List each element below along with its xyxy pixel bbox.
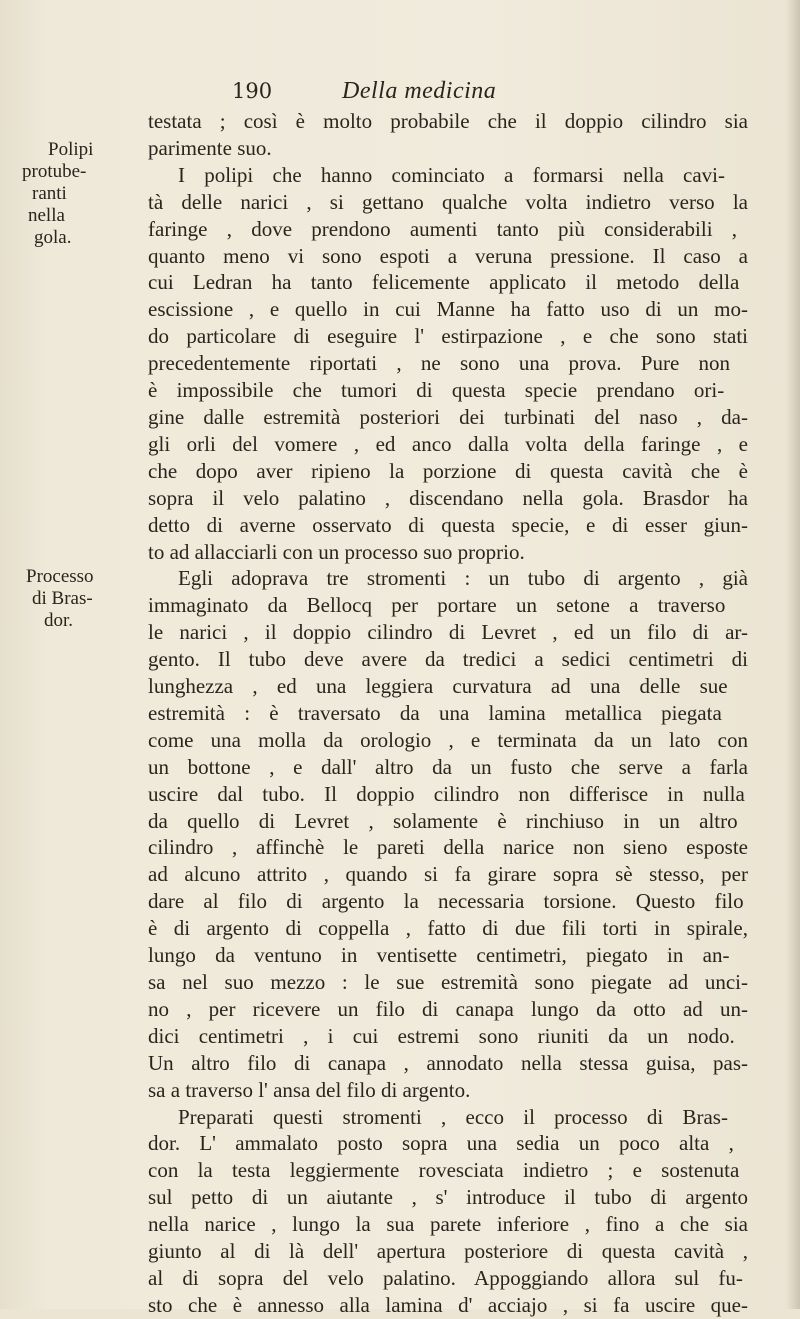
text-line: al di sopra del velo palatino. Appoggiando allora sul fu-	[148, 1265, 743, 1290]
text-line: è impossibile che tumori di questa specie prendano ori-	[148, 378, 725, 403]
text-line: le narici , il doppio cilindro di Levret , ed un filo di ar-	[148, 620, 748, 645]
text-line: ad alcuno attrito , quando si fa girare sopra sè stesso, per	[148, 862, 748, 887]
text-line: dare al filo di argento la necessaria torsione. Questo filo	[148, 889, 744, 914]
text-line: giunto al di là dell' apertura posteriore di questa cavità ,	[148, 1239, 748, 1264]
text-line: sa nel suo mezzo : le sue estremità sono piegate ad unci-	[148, 970, 748, 994]
text-line: sa a traverso l' ansa del filo di argento.	[148, 1077, 471, 1102]
margin-note-line: Processo	[26, 566, 94, 587]
text-line: escissione , e quello in cui Manne ha fatto uso di un mo-	[148, 297, 748, 322]
text-line: uscire dal tubo. Il doppio cilindro non differisce in nulla	[148, 781, 745, 806]
margin-note-line: di Bras-	[32, 588, 93, 609]
margin-note-processo	[22, 566, 134, 632]
margin-note-line: Polipi	[48, 139, 94, 160]
text-line: estremità : è traversato da una lamina metallica piegata	[148, 700, 722, 725]
text-line: gli orli del vomere , ed anco dalla volta della faringe , e	[148, 431, 748, 456]
text-line: Un altro filo di canapa , annodato nella stessa guisa, pas-	[148, 1050, 748, 1075]
text-line: dor. L' ammalato posto sopra una sedia un poco alta ,	[148, 1131, 734, 1156]
text-line: immaginato da Bellocq per portare un setone a traverso	[148, 593, 726, 618]
running-title: Della medicina	[342, 78, 497, 104]
text-line: lunghezza , ed una leggiera curvatura ad una delle sue	[148, 674, 728, 699]
text-line: è di argento di coppella , fatto di due fili torti in spirale,	[148, 916, 748, 941]
text-line: Preparati questi stromenti , ecco il processo di Bras-	[178, 1104, 728, 1129]
page-number: 190	[232, 79, 273, 103]
text-line: detto di averne osservato di questa specie, e di esser giun-	[148, 512, 748, 537]
text-line: che dopo aver ripieno la porzione di questa cavità che è	[148, 458, 748, 483]
text-line: sto che è annesso alla lamina d' acciajo , si fa uscire que-	[148, 1292, 748, 1317]
text-line: dici centimetri , i cui estremi sono riuniti da un nodo.	[148, 1023, 735, 1048]
text-line: lungo da ventuno in ventisette centimetri, piegato in an-	[148, 943, 730, 968]
text-line: nella narice , lungo la sua parete inferiore , fino a che sia	[148, 1212, 748, 1237]
text-line: cilindro , affinchè le pareti della narice non sieno esposte	[148, 835, 748, 860]
text-line: come una molla da orologio , e terminata da un lato con	[148, 727, 748, 752]
text-line: tà delle narici , si gettano qualche volta indietro verso la	[148, 189, 748, 214]
margin-note-line: gola.	[34, 227, 72, 248]
text-line: sopra il velo palatino , discendano nella gola. Brasdor ha	[148, 485, 748, 510]
body-text	[148, 108, 748, 1319]
text-line: un bottone , e dall' altro da un fusto che serve a farla	[148, 754, 748, 779]
page-edge-shadow	[786, 0, 800, 1309]
text-line: gento. Il tubo deve avere da tredici a sedici centimetri di	[148, 647, 748, 672]
text-line: faringe , dove prendono aumenti tanto più considerabili ,	[148, 216, 738, 241]
text-line: to ad allacciarli con un processo suo proprio.	[148, 539, 525, 564]
text-line: I polipi che hanno cominciato a formarsi nella cavi-	[178, 162, 726, 187]
text-line: gine dalle estremità posteriori dei turbinati del naso , da-	[148, 404, 748, 429]
text-line: parimente suo.	[148, 135, 272, 160]
margin-note-polipi	[22, 139, 134, 249]
text-line: con la testa leggiermente rovesciata indietro ; e sostenuta	[148, 1158, 740, 1183]
page-header	[232, 76, 740, 106]
margin-note-line: nella	[28, 205, 65, 226]
margin-note-line: dor.	[44, 610, 74, 631]
text-line: sul petto di un aiutante , s' introduce il tubo di argento	[148, 1185, 748, 1210]
margin-note-line: ranti	[32, 183, 67, 204]
text-line: testata ; così è molto probabile che il doppio cilindro sia	[148, 109, 748, 133]
text-line: Egli adoprava tre stromenti : un tubo di argento , già	[178, 566, 748, 591]
text-line: quanto meno vi sono espoti a veruna pressione. Il caso a	[148, 243, 748, 268]
text-line: cui Ledran ha tanto felicemente applicato il metodo della	[148, 270, 740, 295]
text-line: precedentemente riportati , ne sono una prova. Pure non	[148, 351, 731, 376]
margin-note-line: protube-	[22, 161, 87, 182]
text-line: da quello di Levret , solamente è rinchiuso in un altro	[148, 808, 738, 833]
text-line: no , per ricevere un filo di canapa lungo da otto ad un-	[148, 996, 748, 1021]
text-line: do particolare di eseguire l' estirpazione , e che sono stati	[148, 324, 748, 349]
